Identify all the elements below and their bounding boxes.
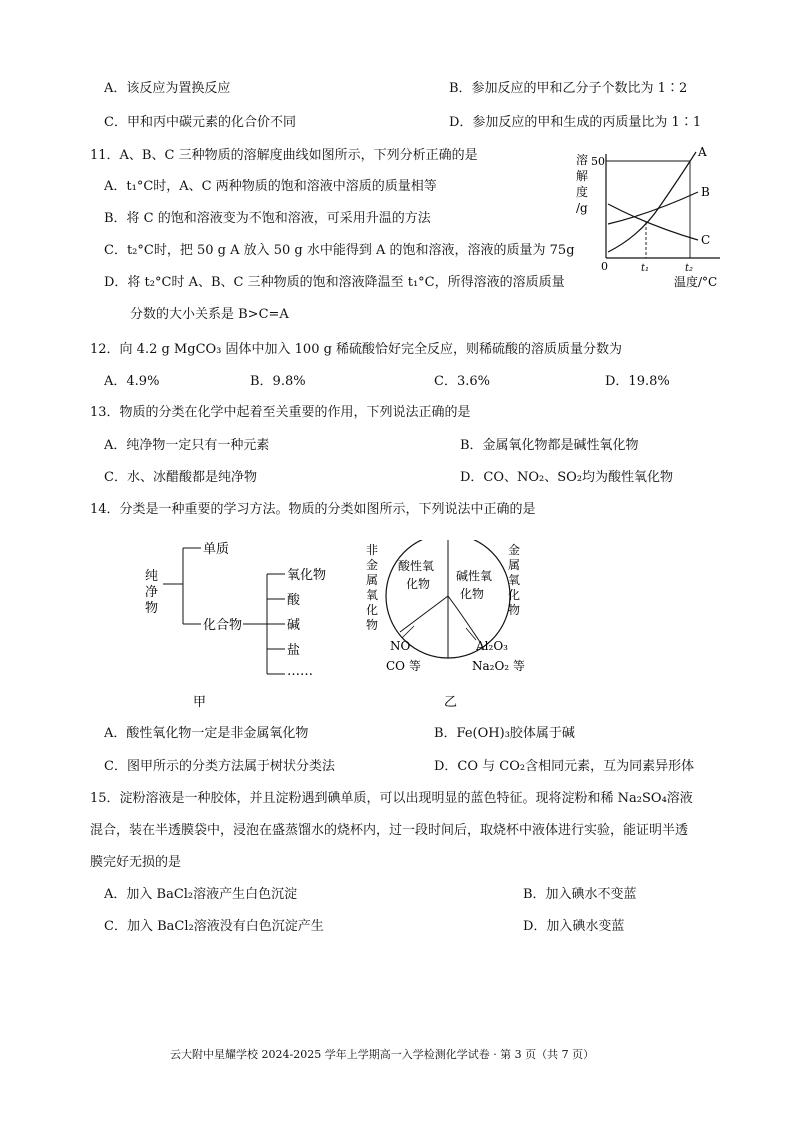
tree-root-1: 纯 xyxy=(145,569,159,584)
q14-option-b: B．Fe(OH)₃胶体属于碱 xyxy=(434,726,575,741)
curve-b-label: B xyxy=(701,185,710,199)
curve-a-label: A xyxy=(698,145,707,159)
example-left-1: NO xyxy=(390,639,411,653)
circle-right-3: 氧 xyxy=(508,573,521,587)
graph-ylabel-3: 度 xyxy=(576,185,589,199)
graph-ylabel-2: 解 xyxy=(576,169,589,183)
tree-item-etc: …… xyxy=(287,664,313,679)
curve-c-label: C xyxy=(701,233,711,247)
tree-root-3: 物 xyxy=(145,601,159,616)
circle-left-6: 物 xyxy=(366,618,379,632)
q15-stem-line2: 混合，装在半透膜袋中，浸泡在盛蒸馏水的烧杯内，过一段时间后，取烧杯中液体进行实验，能证明半透 xyxy=(90,823,689,838)
q11-option-a: A．t₁°C时，A、C 两种物质的饱和溶液中溶质的质量相等 xyxy=(104,179,437,194)
q12-option-d: D．19.8% xyxy=(605,374,670,389)
example-left-2: CO 等 xyxy=(386,659,421,673)
graph-ytick-50: 50 xyxy=(591,155,605,168)
basic-oxide-1: 碱性氧 xyxy=(456,569,493,583)
tree-caption: 甲 xyxy=(193,695,207,710)
circle-left-2: 金 xyxy=(366,558,379,572)
circle-right-5: 物 xyxy=(508,603,521,617)
q14-option-d: D．CO 与 CO₂含相同元素，互为同素异形体 xyxy=(434,759,695,774)
graph-origin: 0 xyxy=(601,260,608,273)
circle-left-3: 属 xyxy=(366,573,379,587)
q11-option-c: C．t₂°C时，把 50 g A 放入 50 g 水中能得到 A 的饱和溶液，溶液的质量为 75g xyxy=(104,243,575,258)
tree-item-base: 碱 xyxy=(287,618,301,633)
basic-oxide-2: 化物 xyxy=(460,587,485,601)
classification-tree-diagram xyxy=(135,538,345,710)
q15-option-b: B．加入碘水不变蓝 xyxy=(523,887,637,902)
q10-option-b: B．参加反应的甲和乙分子个数比为 1∶2 xyxy=(449,81,688,96)
circle-left-1: 非 xyxy=(366,543,379,557)
circle-left-4: 氧 xyxy=(366,588,379,602)
graph-xlabel: 温度/°C xyxy=(674,275,718,289)
circle-right-2: 属 xyxy=(508,558,521,572)
q13-option-c: C．水、冰醋酸都是纯净物 xyxy=(104,470,257,485)
circle-right-4: 化 xyxy=(508,588,521,602)
q11-option-d-line2: 分数的大小关系是 B>C=A xyxy=(130,307,289,322)
curve-b xyxy=(608,192,698,224)
tree-compound: 化合物 xyxy=(203,618,243,633)
circle-right-1: 金 xyxy=(508,543,521,557)
q15-option-d: D．加入碘水变蓝 xyxy=(523,919,625,934)
q14-stem: 14．分类是一种重要的学习方法。物质的分类如图所示，下列说法中正确的是 xyxy=(90,502,536,517)
graph-ylabel-4: /g xyxy=(576,201,588,215)
q15-option-c: C．加入 BaCl₂溶液没有白色沉淀产生 xyxy=(104,919,324,934)
page-footer: 云大附中星耀学校 2024-2025 学年上学期高一入学检测化学试卷 · 第 3 页（共 7 页） xyxy=(170,1048,595,1061)
q15-stem-line3: 膜完好无损的是 xyxy=(90,855,182,870)
tree-item-acid: 酸 xyxy=(287,593,301,608)
tree-item-oxide: 氧化物 xyxy=(287,568,327,583)
curve-a xyxy=(608,152,696,252)
example-right-2: Na₂O₂ 等 xyxy=(472,659,525,673)
acidic-oxide-2: 化物 xyxy=(406,577,431,591)
q10-option-a: A．该反应为置换反应 xyxy=(104,81,231,96)
circle-caption: 乙 xyxy=(444,695,458,710)
graph-ylabel-1: 溶 xyxy=(576,153,589,167)
tree-root-2: 净 xyxy=(145,585,159,600)
q13-option-b: B．金属氧化物都是碱性氧化物 xyxy=(460,438,639,453)
q11-option-b: B．将 C 的饱和溶液变为不饱和溶液，可采用升温的方法 xyxy=(104,211,431,226)
circle-left-5: 化 xyxy=(366,603,379,617)
q13-option-d: D．CO、NO₂、SO₂均为酸性氧化物 xyxy=(460,470,674,485)
q15-option-a: A．加入 BaCl₂溶液产生白色沉淀 xyxy=(104,887,298,902)
q13-option-a: A．纯净物一定只有一种元素 xyxy=(104,438,270,453)
q12-option-b: B．9.8% xyxy=(250,374,306,389)
q10-option-d: D．参加反应的甲和生成的丙质量比为 1∶1 xyxy=(449,115,702,130)
q12-stem: 12．向 4.2 g MgCO₃ 固体中加入 100 g 稀硫酸恰好完全反应，则稀硫酸的溶质质量分数为 xyxy=(90,342,623,357)
q12-option-a: A．4.9% xyxy=(104,374,160,389)
q14-option-c: C．图甲所示的分类方法属于树状分类法 xyxy=(104,759,335,774)
acidic-oxide-1: 酸性氧 xyxy=(398,559,435,573)
q12-option-c: C．3.6% xyxy=(434,374,490,389)
q10-option-c: C．甲和丙中碳元素的化合价不同 xyxy=(104,115,296,130)
q13-stem: 13．物质的分类在化学中起着至关重要的作用，下列说法正确的是 xyxy=(90,405,471,420)
solubility-graph xyxy=(570,140,740,300)
q11-option-d-line1: D．将 t₂°C时 A、B、C 三种物质的饱和溶液降温至 t₁°C，所得溶液的溶质质量 xyxy=(104,275,565,290)
oxide-classification-circle-diagram xyxy=(362,540,542,712)
q11-stem: 11．A、B、C 三种物质的溶解度曲线如图所示，下列分析正确的是 xyxy=(90,148,478,163)
tree-item-salt: 盐 xyxy=(287,643,301,658)
curve-c xyxy=(608,204,698,240)
example-right-1: Al₂O₃ xyxy=(476,639,508,653)
tree-simple-substance: 单质 xyxy=(203,542,230,557)
q14-option-a: A．酸性氧化物一定是非金属氧化物 xyxy=(104,726,309,741)
q15-stem-line1: 15．淀粉溶液是一种胶体，并且淀粉遇到碘单质，可以出现明显的蓝色特征。现将淀粉和稀 Na₂SO₄溶液 xyxy=(90,791,693,806)
graph-t2: t₂ xyxy=(685,263,694,274)
graph-t1: t₁ xyxy=(641,263,650,274)
